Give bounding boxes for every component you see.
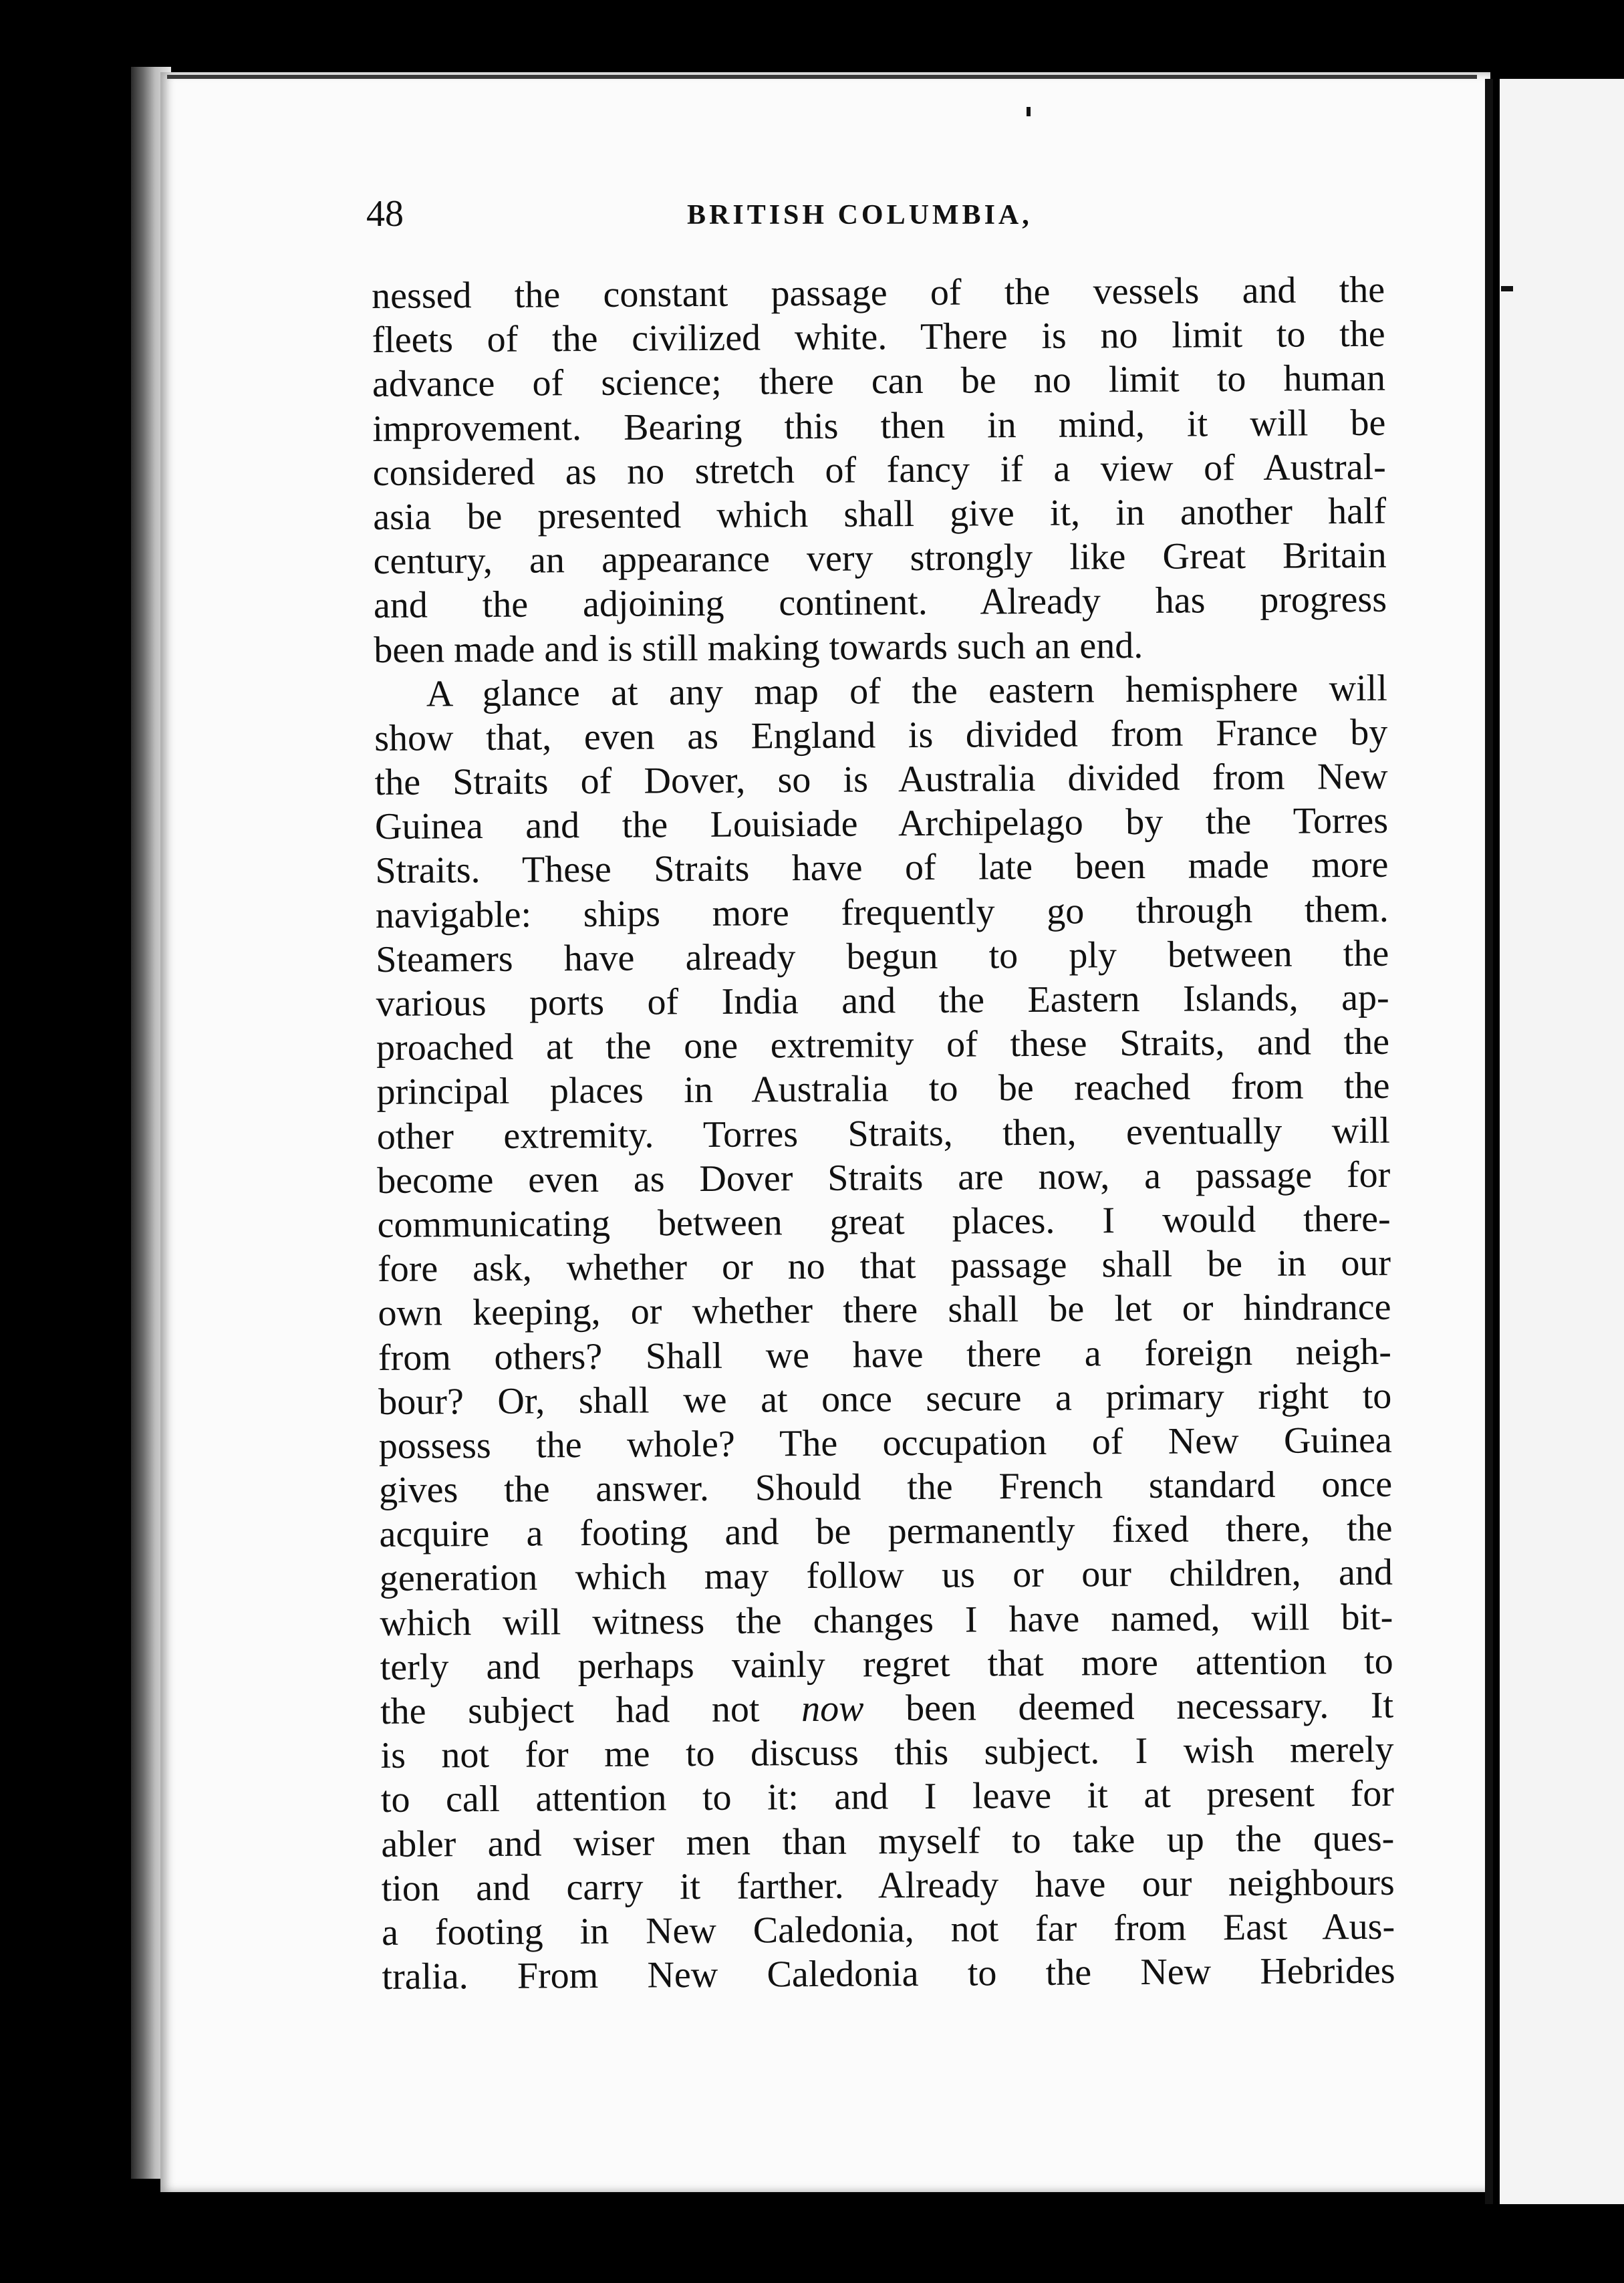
text-line: from others? Shall we have there a foreign neigh- bbox=[378, 1331, 1392, 1379]
text-line: century, an appearance very strongly like Great Britain bbox=[373, 534, 1387, 583]
text-line: a footing in New Caledonia, not far from East Aus- bbox=[381, 1905, 1395, 1954]
text-line: various ports of India and the Eastern Islands, ap- bbox=[376, 976, 1389, 1025]
text-line: principal places in Australia to be reached from the bbox=[376, 1065, 1390, 1113]
text-line: nessed the constant passage of the vessels and the bbox=[372, 269, 1385, 317]
facing-page-edge bbox=[1500, 79, 1624, 2204]
text-line: Guinea and the Louisiade Archipelago by the Torres bbox=[374, 799, 1389, 848]
text-line: communicating between great places. I would there- bbox=[377, 1198, 1391, 1246]
text-line: tralia. From New Caledonia to the New Hebrides bbox=[382, 1950, 1395, 1998]
text-line: navigable: ships more frequently go through them. bbox=[375, 888, 1389, 936]
text-line: acquire a footing and be permanently fixed there, the bbox=[379, 1507, 1393, 1556]
paragraph bbox=[372, 268, 1387, 672]
line-prefix: the subject had not bbox=[380, 1688, 802, 1732]
ink-speck bbox=[1027, 107, 1031, 116]
page-header bbox=[366, 192, 1382, 246]
running-head: BRITISH COLUMBIA, bbox=[687, 200, 1033, 231]
text-line: proached at the one extremity of these Straits, and the bbox=[376, 1021, 1390, 1069]
text-line: own keeping, or whether there shall be let or hindrance bbox=[378, 1287, 1391, 1335]
text-line: and the adjoining continent. Already has progress bbox=[373, 579, 1387, 627]
text-line: fore ask, whether or no that passage shall be in our bbox=[377, 1242, 1391, 1291]
text-line: terly and perhaps vainly regret that more attention to bbox=[380, 1640, 1393, 1688]
emphasized-word: now bbox=[801, 1688, 864, 1730]
gutter-shadow bbox=[1485, 79, 1493, 2204]
paragraph bbox=[374, 666, 1395, 1999]
text-line: show that, even as England is divided from France by bbox=[374, 711, 1388, 759]
text-line: A glance at any map of the eastern hemisphere will bbox=[426, 667, 1388, 715]
text-line: gives the answer. Should the French standard once bbox=[378, 1463, 1393, 1512]
body-text bbox=[372, 268, 1395, 2000]
ink-speck bbox=[1501, 286, 1513, 291]
text-line: abler and wiser men than myself to take up the ques- bbox=[381, 1817, 1395, 1865]
text-line: to call attention to it: and I leave it at present for bbox=[380, 1773, 1395, 1821]
page-top-edge bbox=[167, 75, 1477, 79]
text-line: bour? Or, shall we at once secure a primary right to bbox=[378, 1375, 1392, 1423]
text-line: tion and carry it farther. Already have our neighbours bbox=[381, 1861, 1395, 1909]
text-line: which will witness the changes I have named, will bit- bbox=[380, 1596, 1393, 1644]
text-line: been made and is still making towards such an end. bbox=[374, 624, 1143, 671]
text-line: other extremity. Torres Straits, then, eventually will bbox=[376, 1109, 1391, 1158]
text-line: generation which may follow us or our children, and bbox=[379, 1552, 1393, 1600]
text-line: possess the whole? The occupation of New Guinea bbox=[378, 1419, 1392, 1467]
text-line: become even as Dover Straits are now, a passage for bbox=[377, 1154, 1391, 1202]
text-line: asia be presented which shall give it, in another half bbox=[373, 490, 1387, 538]
text-line: is not for me to discuss this subject. I wish merely bbox=[380, 1728, 1394, 1777]
text-line: improvement. Bearing this then in mind, it will be bbox=[372, 402, 1386, 450]
line-suffix: been deemed necessary. It bbox=[863, 1684, 1394, 1730]
text-line: Straits. These Straits have of late been made more bbox=[375, 844, 1389, 892]
text-line: fleets of the civilized white. There is no limit to the bbox=[372, 313, 1385, 362]
text-line: advance of science; there can be no limit to human bbox=[372, 358, 1386, 406]
text-line-with-emphasis bbox=[380, 1684, 1393, 1734]
page-number: 48 bbox=[366, 193, 404, 235]
text-line: the Straits of Dover, so is Australia divided from New bbox=[374, 755, 1388, 804]
text-line: considered as no stretch of fancy if a view of Austral- bbox=[372, 446, 1386, 494]
text-line: Steamers have already begun to ply between the bbox=[376, 932, 1389, 980]
